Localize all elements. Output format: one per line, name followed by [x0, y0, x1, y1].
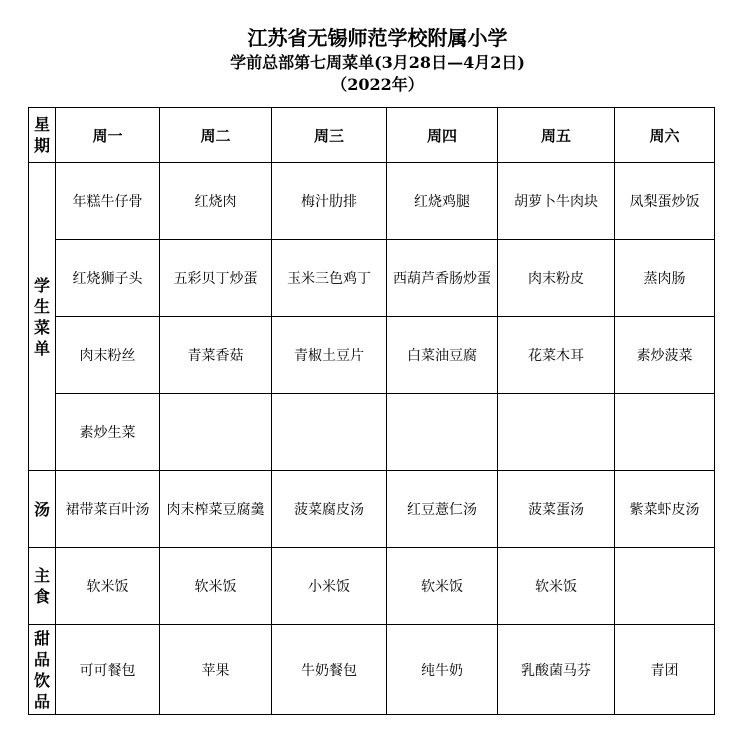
menu-cell	[272, 394, 387, 471]
menu-cell: 软米饭	[160, 548, 272, 625]
menu-cell: 纯牛奶	[387, 625, 498, 715]
menu-cell: 玉米三色鸡丁	[272, 240, 387, 317]
menu-cell: 软米饭	[56, 548, 160, 625]
menu-cell: 红烧狮子头	[56, 240, 160, 317]
table-row	[29, 394, 715, 471]
table-header-row	[29, 108, 715, 163]
day-header: 周五	[498, 108, 615, 163]
menu-cell: 梅汁肋排	[272, 163, 387, 240]
menu-cell: 菠菜蛋汤	[498, 471, 615, 548]
table-row	[29, 317, 715, 394]
menu-cell: 胡萝卜牛肉块	[498, 163, 615, 240]
day-header: 周六	[615, 108, 715, 163]
menu-cell: 肉末粉丝	[56, 317, 160, 394]
menu-cell: 裙带菜百叶汤	[56, 471, 160, 548]
menu-cell: 花菜木耳	[498, 317, 615, 394]
menu-cell: 红烧鸡腿	[387, 163, 498, 240]
menu-cell	[498, 394, 615, 471]
menu-cell: 凤梨蛋炒饭	[615, 163, 715, 240]
menu-cell: 菠菜腐皮汤	[272, 471, 387, 548]
menu-cell: 青团	[615, 625, 715, 715]
table-row	[29, 163, 715, 240]
menu-cell: 乳酸菌马芬	[498, 625, 615, 715]
menu-cell: 西葫芦香肠炒蛋	[387, 240, 498, 317]
menu-cell: 年糕牛仔骨	[56, 163, 160, 240]
menu-cell: 苹果	[160, 625, 272, 715]
menu-cell: 青椒土豆片	[272, 317, 387, 394]
day-header: 周四	[387, 108, 498, 163]
day-header: 周一	[56, 108, 160, 163]
student-menu-label: 学生菜单	[29, 163, 56, 471]
school-title: 江苏省无锡师范学校附属小学	[247, 26, 508, 50]
menu-subtitle: 学前总部第七周菜单(3月28日—4月2日)	[230, 53, 525, 72]
menu-cell: 可可餐包	[56, 625, 160, 715]
dessert-label: 甜品饮品	[29, 625, 56, 715]
menu-cell: 红豆薏仁汤	[387, 471, 498, 548]
soup-label: 汤	[29, 471, 56, 548]
menu-cell: 肉末榨菜豆腐羹	[160, 471, 272, 548]
soup-row	[29, 471, 715, 548]
menu-cell: 软米饭	[498, 548, 615, 625]
corner-cell: 星期	[29, 108, 56, 163]
day-header: 周三	[272, 108, 387, 163]
menu-cell: 五彩贝丁炒蛋	[160, 240, 272, 317]
menu-cell: 红烧肉	[160, 163, 272, 240]
menu-cell: 肉末粉皮	[498, 240, 615, 317]
weekly-menu-table	[28, 107, 715, 715]
dessert-row	[29, 625, 715, 715]
day-header: 周二	[160, 108, 272, 163]
staple-label: 主食	[29, 548, 56, 625]
menu-cell	[387, 394, 498, 471]
menu-cell	[160, 394, 272, 471]
menu-cell: 小米饭	[272, 548, 387, 625]
menu-cell	[615, 548, 715, 625]
menu-cell: 素炒菠菜	[615, 317, 715, 394]
menu-cell: 蒸肉肠	[615, 240, 715, 317]
staple-row	[29, 548, 715, 625]
menu-cell: 青菜香菇	[160, 317, 272, 394]
menu-cell: 白菜油豆腐	[387, 317, 498, 394]
menu-cell	[615, 394, 715, 471]
menu-cell: 紫菜虾皮汤	[615, 471, 715, 548]
table-row	[29, 240, 715, 317]
menu-cell: 牛奶餐包	[272, 625, 387, 715]
menu-year: （2022年）	[331, 75, 424, 94]
menu-cell: 软米饭	[387, 548, 498, 625]
menu-cell: 素炒生菜	[56, 394, 160, 471]
